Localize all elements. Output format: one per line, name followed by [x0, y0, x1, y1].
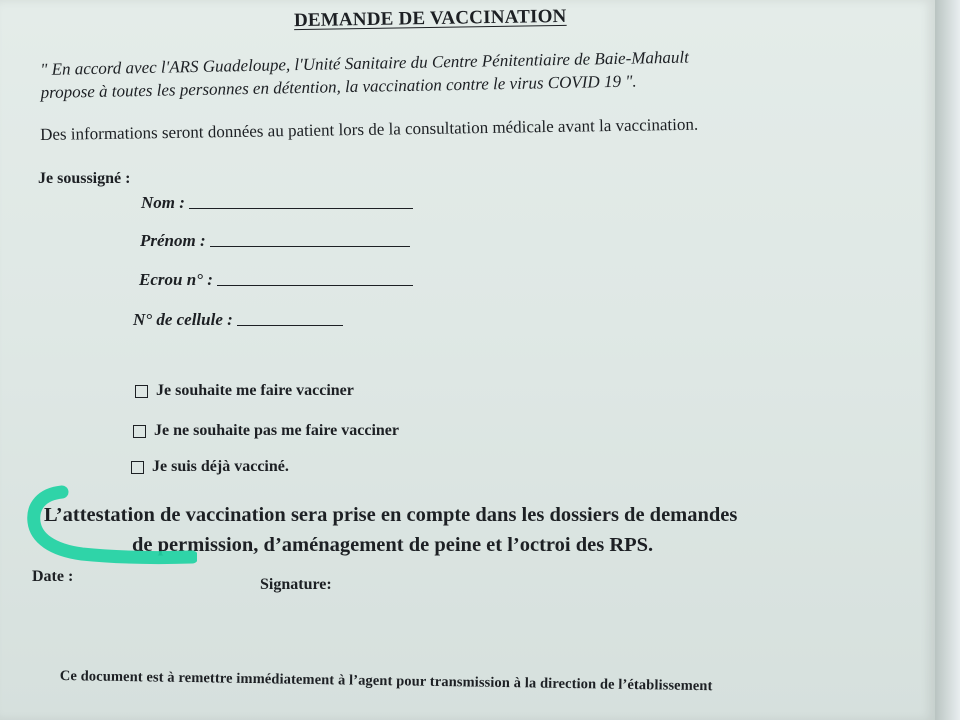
option-deja-vaccine-label: Je suis déjà vacciné. — [152, 458, 289, 475]
nom-field[interactable] — [141, 193, 413, 213]
checkbox-vacciner[interactable] — [135, 385, 148, 398]
attestation-line-2: de permission, d’aménagement de peine et l’octroi des RPS. — [132, 534, 654, 556]
attestation-paragraph — [44, 500, 884, 560]
prenom-field[interactable] — [140, 231, 410, 251]
soussigne-label: Je soussigné : — [38, 170, 131, 187]
ecrou-label: Ecrou n° : — [139, 270, 213, 289]
attestation-line-1: L’attestation de vaccination sera prise en compte dans les dossiers de demandes — [44, 504, 738, 526]
intro-line-1: " En accord avec l'ARS Guadeloupe, l'Unité Sanitaire du Centre Pénitentiaire de Baie-Mahault — [40, 47, 690, 79]
option-pas-vacciner-label: Je ne souhaite pas me faire vacciner — [154, 422, 399, 439]
checkbox-deja-vaccine[interactable] — [131, 461, 144, 474]
option-deja-vaccine[interactable] — [131, 458, 289, 476]
signature-label: Signature: — [260, 576, 332, 593]
intro-paragraph — [40, 43, 841, 104]
checkbox-pas-vacciner[interactable] — [133, 425, 146, 438]
cellule-field[interactable] — [133, 310, 343, 330]
nom-blank-line[interactable] — [189, 207, 413, 209]
option-vacciner-label: Je souhaite me faire vacciner — [156, 382, 354, 399]
cellule-blank-line[interactable] — [237, 324, 343, 326]
info-paragraph: Des informations seront données au patient lors de la consultation médicale avant la vaccination. — [40, 114, 699, 144]
footer-note: Ce document est à remettre immédiatement à l’agent pour transmission à la direction de l’établissement — [59, 668, 713, 695]
ecrou-blank-line[interactable] — [217, 284, 413, 286]
prenom-label: Prénom : — [140, 231, 206, 250]
cellule-label: N° de cellule : — [133, 310, 233, 329]
date-label: Date : — [32, 568, 74, 585]
option-vacciner[interactable] — [135, 382, 354, 400]
prenom-blank-line[interactable] — [210, 245, 410, 247]
document-title: DEMANDE DE VACCINATION — [293, 5, 567, 32]
option-pas-vacciner[interactable] — [133, 422, 399, 440]
intro-line-2: propose à toutes les personnes en détention, la vaccination contre le virus COVID 19 ". — [40, 71, 637, 102]
ecrou-field[interactable] — [139, 270, 413, 290]
paper-edge — [935, 0, 960, 720]
nom-label: Nom : — [141, 193, 185, 212]
